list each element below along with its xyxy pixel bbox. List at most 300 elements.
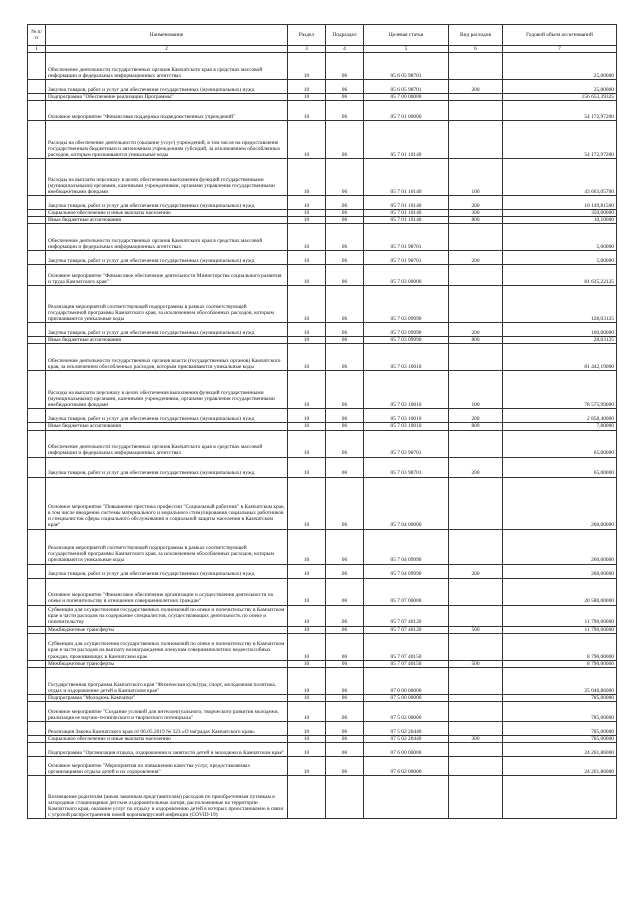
table-row — [28, 605, 617, 626]
row-target-article-cell: 05 7 07 00000 — [364, 578, 449, 605]
row-target-article-cell: 07 5 02 20440 — [364, 721, 449, 735]
row-subsection-cell: 06 — [326, 742, 364, 756]
row-amount-cell: 10,10000 — [503, 217, 617, 224]
row-section-cell: 10 — [288, 121, 326, 159]
row-number-cell — [28, 735, 46, 742]
table-body — [28, 53, 617, 819]
row-amount-cell: 43 663,05700 — [503, 159, 617, 196]
row-name-cell: Расходы на обеспечение деятельности (оказание услуг) учреждений, в том числе на предоставление государственным бюджетным и автономным учреждениям субсидий, за исключением обособленных расходов, которым присваиваются уникальные коды — [46, 121, 288, 159]
table-row — [28, 121, 617, 159]
row-subsection-cell: 06 — [326, 701, 364, 721]
table-row — [28, 756, 617, 775]
row-section-cell: 10 — [288, 344, 326, 371]
row-name-cell: Обеспечение деятельности государственных органов Камчатского края в средствах массовой информации и федеральных информационных агентствах — [46, 430, 288, 457]
column-number: 1 — [28, 46, 46, 53]
table-row — [28, 101, 617, 121]
row-number-cell — [28, 694, 46, 701]
row-number-cell — [28, 265, 46, 286]
table-row — [28, 323, 617, 337]
row-amount-cell: 65,00000 — [503, 430, 617, 457]
row-target-article-cell: 07 5 02 20440 — [364, 735, 449, 742]
row-number-cell — [28, 605, 46, 626]
row-number-cell — [28, 430, 46, 457]
row-target-article-cell: 05 7 01 00000 — [364, 101, 449, 121]
row-target-article-cell: 05 7 03 10010 — [364, 409, 449, 423]
row-target-article-cell: 05 7 03 98701 — [364, 457, 449, 477]
row-section-cell: 10 — [288, 323, 326, 337]
header-cell-target-article: Целевая статья — [364, 25, 449, 46]
row-subsection-cell: 06 — [326, 344, 364, 371]
row-name-cell: Подпрограмма "Организация отдыха, оздоровления и занятости детей и молодежи в Камчатском крае" — [46, 742, 288, 756]
row-expense-type-cell: 300 — [449, 210, 503, 217]
row-subsection-cell: 06 — [326, 53, 364, 80]
row-target-article-cell: 07 0 00 00000 — [364, 667, 449, 694]
row-amount-cell: 81 635,22125 — [503, 265, 617, 286]
table-row — [28, 196, 617, 210]
row-target-article-cell: 07 6 00 00000 — [364, 742, 449, 756]
row-expense-type-cell: 300 — [449, 735, 503, 742]
row-target-article-cell: 07 5 00 00000 — [364, 694, 449, 701]
row-expense-type-cell: 200 — [449, 457, 503, 477]
row-number-cell — [28, 633, 46, 660]
row-section-cell: 10 — [288, 80, 326, 94]
header-cell-expense-type: Вид расходов — [449, 25, 503, 46]
table-row — [28, 371, 617, 409]
row-expense-type-cell — [449, 578, 503, 605]
row-section-cell: 10 — [288, 94, 326, 101]
row-name-cell: Обеспечение деятельности государственных органов Камчатского края в средствах массовой информации и федеральных информационных агентствах — [46, 53, 288, 80]
row-section-cell: 10 — [288, 756, 326, 775]
row-amount-cell: 260,00000 — [503, 477, 617, 529]
row-expense-type-cell: 800 — [449, 423, 503, 430]
row-expense-type-cell: 200 — [449, 80, 503, 94]
row-section-cell: 10 — [288, 430, 326, 457]
row-name-cell: Закупка товаров, работ и услуг для обеспечения государственных (муниципальных) нужд — [46, 196, 288, 210]
row-amount-cell: 260,00000 — [503, 529, 617, 564]
row-amount-cell: 128,03125 — [503, 286, 617, 323]
row-subsection-cell: 06 — [326, 224, 364, 251]
row-name-cell: Закупка товаров, работ и услуг для обеспечения государственных (муниципальных) нужд — [46, 80, 288, 94]
header-cell-name: Наименование — [46, 25, 288, 46]
row-subsection-cell: 06 — [326, 210, 364, 217]
row-subsection-cell: 06 — [326, 756, 364, 775]
row-name-cell: Межбюджетные трансферты — [46, 626, 288, 633]
header-cell-number: № п/п — [28, 25, 46, 46]
row-target-article-cell: 07 6 02 00000 — [364, 756, 449, 775]
table-row — [28, 53, 617, 80]
row-number-cell — [28, 286, 46, 323]
row-name-cell: Обеспечение деятельности государственных органов власти (государственных органов) Камчатского края, за исключением обособленных расходов, которым присваиваются уникальные коды — [46, 344, 288, 371]
row-target-article-cell: 05 7 03 10010 — [364, 371, 449, 409]
column-number: 5 — [364, 46, 449, 53]
row-amount-cell: 10 149,81500 — [503, 196, 617, 210]
row-section-cell: 10 — [288, 660, 326, 667]
row-section-cell: 10 — [288, 477, 326, 529]
row-number-cell — [28, 721, 46, 735]
row-target-article-cell: 05 6 05 98701 — [364, 53, 449, 80]
row-section-cell: 10 — [288, 742, 326, 756]
row-section-cell: 10 — [288, 701, 326, 721]
row-amount-cell: 156 653,39325 — [503, 94, 617, 101]
row-subsection-cell: 06 — [326, 217, 364, 224]
row-number-cell — [28, 121, 46, 159]
row-target-article-cell: 05 7 01 10140 — [364, 196, 449, 210]
row-amount-cell: 785,00000 — [503, 701, 617, 721]
table-row — [28, 477, 617, 529]
table-row — [28, 337, 617, 344]
row-section-cell: 10 — [288, 694, 326, 701]
row-amount-cell: 11 790,00000 — [503, 626, 617, 633]
row-amount-cell: 24 261,86000 — [503, 756, 617, 775]
table-row — [28, 159, 617, 196]
row-name-cell: Расходы на выплаты персоналу в целях обеспечения выполнения функций государственными (муниципальными) органами, казенными учреждениями, органами управления государственными внебюджетными фондами — [46, 371, 288, 409]
row-subsection-cell: 06 — [326, 605, 364, 626]
row-subsection-cell: 06 — [326, 337, 364, 344]
row-expense-type-cell: 800 — [449, 337, 503, 344]
table-row — [28, 735, 617, 742]
table-row — [28, 742, 617, 756]
row-expense-type-cell — [449, 605, 503, 626]
row-section-cell: 10 — [288, 735, 326, 742]
column-number: 6 — [449, 46, 503, 53]
row-amount-cell: 65,00000 — [503, 457, 617, 477]
row-amount-cell: 785,00000 — [503, 694, 617, 701]
row-section-cell — [288, 775, 326, 818]
row-number-cell — [28, 457, 46, 477]
row-name-cell: Государственная программа Камчатского края "Физическая культура, спорт, молодежная политика, отдых и оздоровление детей в Камчатском крае" — [46, 667, 288, 694]
row-name-cell: Основное мероприятие "Мероприятия по повышению качества услуг, предоставляемых организациями отдыха детей и их оздоровления" — [46, 756, 288, 775]
row-subsection-cell: 06 — [326, 477, 364, 529]
table-row — [28, 626, 617, 633]
row-target-article-cell: 05 7 07 40120 — [364, 626, 449, 633]
row-expense-type-cell — [449, 94, 503, 101]
row-name-cell: Закупка товаров, работ и услуг для обеспечения государственных (муниципальных) нужд — [46, 564, 288, 578]
row-amount-cell: 25,00000 — [503, 80, 617, 94]
row-name-cell: Межбюджетные трансферты — [46, 660, 288, 667]
row-section-cell: 10 — [288, 457, 326, 477]
row-number-cell — [28, 323, 46, 337]
table-row — [28, 701, 617, 721]
row-amount-cell: 350,00000 — [503, 210, 617, 217]
row-name-cell: Закупка товаров, работ и услуг для обеспечения государственных (муниципальных) нужд — [46, 323, 288, 337]
row-amount-cell: 20 580,00000 — [503, 578, 617, 605]
row-subsection-cell: 06 — [326, 423, 364, 430]
row-expense-type-cell — [449, 224, 503, 251]
row-expense-type-cell — [449, 101, 503, 121]
row-target-article-cell: 05 7 01 10140 — [364, 121, 449, 159]
row-name-cell: Иные бюджетные ассигнования — [46, 217, 288, 224]
column-number-row — [28, 46, 617, 53]
row-number-cell — [28, 94, 46, 101]
row-expense-type-cell — [449, 694, 503, 701]
row-section-cell: 10 — [288, 626, 326, 633]
row-subsection-cell: 06 — [326, 286, 364, 323]
row-amount-cell — [503, 775, 617, 818]
row-number-cell — [28, 409, 46, 423]
row-amount-cell: 2 858,40000 — [503, 409, 617, 423]
row-number-cell — [28, 477, 46, 529]
table-row — [28, 564, 617, 578]
budget-sheet — [27, 24, 616, 819]
row-target-article-cell: 05 7 01 10140 — [364, 159, 449, 196]
row-number-cell — [28, 701, 46, 721]
row-name-cell: Реализация мероприятий соответствующей подпрограммы в рамках соответствующей государственной программы Камчатского края, за исключением обособленных расходов, которым присваиваются уникальные коды — [46, 286, 288, 323]
row-number-cell — [28, 775, 46, 818]
row-amount-cell: 5,00000 — [503, 224, 617, 251]
row-number-cell — [28, 337, 46, 344]
row-expense-type-cell: 200 — [449, 564, 503, 578]
row-amount-cell: 785,00000 — [503, 721, 617, 735]
row-name-cell: Основное мероприятие "Финансовое обеспечение деятельности Министерства социального развития и труда Камчатского края" — [46, 265, 288, 286]
row-subsection-cell: 06 — [326, 265, 364, 286]
row-number-cell — [28, 667, 46, 694]
row-section-cell: 10 — [288, 667, 326, 694]
header-cell-annual-amount: Годовой объем ассигнований — [503, 25, 617, 46]
row-subsection-cell: 06 — [326, 626, 364, 633]
row-name-cell: Закупка товаров, работ и услуг для обеспечения государственных (муниципальных) нужд — [46, 409, 288, 423]
column-number: 2 — [46, 46, 288, 53]
table-row — [28, 667, 617, 694]
table-row — [28, 80, 617, 94]
row-subsection-cell — [326, 775, 364, 818]
row-expense-type-cell — [449, 775, 503, 818]
table-row — [28, 251, 617, 265]
table-row — [28, 578, 617, 605]
budget-table — [27, 24, 617, 819]
row-amount-cell: 260,00000 — [503, 564, 617, 578]
row-expense-type-cell — [449, 756, 503, 775]
column-number: 7 — [503, 46, 617, 53]
row-number-cell — [28, 660, 46, 667]
row-expense-type-cell — [449, 344, 503, 371]
row-section-cell: 10 — [288, 605, 326, 626]
row-subsection-cell: 06 — [326, 323, 364, 337]
row-amount-cell: 54 172,97200 — [503, 121, 617, 159]
row-target-article-cell: 05 6 05 98701 — [364, 80, 449, 94]
row-amount-cell: 24 261,86000 — [503, 742, 617, 756]
row-section-cell: 10 — [288, 286, 326, 323]
table-row — [28, 775, 617, 818]
row-expense-type-cell — [449, 633, 503, 660]
row-amount-cell: 28,03125 — [503, 337, 617, 344]
row-section-cell: 10 — [288, 371, 326, 409]
row-name-cell: Возмещение родителям (иным законным представителям) расходов по приобретенным путевкам в загородные стационарные детские оздоровительные лагеря, расположенные на территории Камчатского края, оказание услуг по отдыху и оздоровлению детей в которых приостановлено в связи с угрозой распространения новой коронавирусной инфекции (COVID-19) — [46, 775, 288, 818]
row-subsection-cell: 06 — [326, 80, 364, 94]
row-target-article-cell: 05 7 04 09990 — [364, 529, 449, 564]
row-subsection-cell: 06 — [326, 409, 364, 423]
row-subsection-cell: 06 — [326, 101, 364, 121]
row-name-cell: Обеспечение деятельности государственных органов Камчатского края в средствах массовой информации и федеральных информационных агентствах — [46, 224, 288, 251]
row-subsection-cell: 06 — [326, 564, 364, 578]
row-section-cell: 10 — [288, 423, 326, 430]
row-expense-type-cell: 200 — [449, 251, 503, 265]
row-number-cell — [28, 80, 46, 94]
row-subsection-cell: 06 — [326, 721, 364, 735]
row-number-cell — [28, 564, 46, 578]
row-expense-type-cell: 100 — [449, 371, 503, 409]
row-amount-cell: 100,00000 — [503, 323, 617, 337]
row-amount-cell: 8 790,00000 — [503, 660, 617, 667]
row-section-cell: 10 — [288, 196, 326, 210]
row-subsection-cell: 06 — [326, 94, 364, 101]
row-section-cell: 10 — [288, 265, 326, 286]
row-name-cell: Расходы на выплаты персоналу в целях обеспечения выполнения функций государственными (муниципальными) органами, казенными учреждениями, органами управления государственными внебюджетными фондами — [46, 159, 288, 196]
row-target-article-cell: 05 7 03 09990 — [364, 286, 449, 323]
row-number-cell — [28, 344, 46, 371]
row-expense-type-cell: 500 — [449, 626, 503, 633]
row-name-cell: Социальное обеспечение и иные выплаты населению — [46, 210, 288, 217]
row-expense-type-cell — [449, 121, 503, 159]
row-section-cell: 10 — [288, 529, 326, 564]
table-row — [28, 286, 617, 323]
row-section-cell: 10 — [288, 101, 326, 121]
row-expense-type-cell — [449, 721, 503, 735]
row-amount-cell: 81 442,19000 — [503, 344, 617, 371]
table-row — [28, 529, 617, 564]
row-number-cell — [28, 101, 46, 121]
row-subsection-cell: 06 — [326, 457, 364, 477]
row-expense-type-cell: 200 — [449, 323, 503, 337]
row-name-cell: Иные бюджетные ассигнования — [46, 423, 288, 430]
row-section-cell: 10 — [288, 210, 326, 217]
header-cell-subsection: Подраздел — [326, 25, 364, 46]
table-row — [28, 457, 617, 477]
row-expense-type-cell — [449, 667, 503, 694]
row-subsection-cell: 06 — [326, 735, 364, 742]
row-amount-cell: 5,00000 — [503, 251, 617, 265]
row-name-cell: Основное мероприятие "Финансовая поддержка подведомственных учреждений" — [46, 101, 288, 121]
table-row — [28, 430, 617, 457]
row-target-article-cell: 05 7 03 09990 — [364, 323, 449, 337]
row-subsection-cell: 06 — [326, 196, 364, 210]
row-target-article-cell: 05 7 00 00000 — [364, 94, 449, 101]
row-name-cell: Социальное обеспечение и иные выплаты населению — [46, 735, 288, 742]
row-name-cell: Основное мероприятие "Создание условий для интеллектуального, творческого развития молодежи, реализация ее научно-технического и творческого потенциала" — [46, 701, 288, 721]
row-subsection-cell: 06 — [326, 430, 364, 457]
row-name-cell: Субвенции для осуществления государственных полномочий по опеке и попечительству в Камчатском крае в части расходов на выплату вознаграждения опекунам совершеннолетних недееспособных граждан, проживающих в Камчатском крае — [46, 633, 288, 660]
row-amount-cell: 78 575,99000 — [503, 371, 617, 409]
row-target-article-cell: 05 7 07 40150 — [364, 633, 449, 660]
row-number-cell — [28, 159, 46, 196]
row-amount-cell: 8 790,00000 — [503, 633, 617, 660]
table-row — [28, 694, 617, 701]
row-subsection-cell: 06 — [326, 529, 364, 564]
row-number-cell — [28, 371, 46, 409]
row-target-article-cell: 05 7 04 09990 — [364, 564, 449, 578]
row-section-cell: 10 — [288, 337, 326, 344]
row-subsection-cell: 06 — [326, 159, 364, 196]
row-target-article-cell: 05 7 07 40120 — [364, 605, 449, 626]
row-amount-cell: 25 046,86000 — [503, 667, 617, 694]
row-expense-type-cell — [449, 529, 503, 564]
row-name-cell: Закупка товаров, работ и услуг для обеспечения государственных (муниципальных) нужд — [46, 251, 288, 265]
row-expense-type-cell: 200 — [449, 409, 503, 423]
row-number-cell — [28, 210, 46, 217]
row-expense-type-cell — [449, 53, 503, 80]
row-subsection-cell: 06 — [326, 251, 364, 265]
row-target-article-cell: 05 7 03 09990 — [364, 337, 449, 344]
row-expense-type-cell: 800 — [449, 217, 503, 224]
row-section-cell: 10 — [288, 721, 326, 735]
row-target-article-cell: 05 7 01 10140 — [364, 210, 449, 217]
row-expense-type-cell — [449, 286, 503, 323]
table-row — [28, 423, 617, 430]
table-row — [28, 721, 617, 735]
column-number: 4 — [326, 46, 364, 53]
row-name-cell: Реализация мероприятий соответствующей подпрограммы в рамках соответствующей государственной программы Камчатского края, за исключением обособленных расходов, которым присваиваются уникальные коды — [46, 529, 288, 564]
row-number-cell — [28, 742, 46, 756]
row-name-cell: Закупка товаров, работ и услуг для обеспечения государственных (муниципальных) нужд — [46, 457, 288, 477]
row-name-cell: Подпрограмма "Обеспечение реализации Программы" — [46, 94, 288, 101]
row-subsection-cell: 06 — [326, 694, 364, 701]
row-expense-type-cell — [449, 742, 503, 756]
table-row — [28, 344, 617, 371]
row-expense-type-cell — [449, 701, 503, 721]
row-expense-type-cell: 100 — [449, 159, 503, 196]
row-section-cell: 10 — [288, 224, 326, 251]
row-subsection-cell: 06 — [326, 660, 364, 667]
row-expense-type-cell — [449, 265, 503, 286]
table-row — [28, 224, 617, 251]
row-section-cell: 10 — [288, 53, 326, 80]
row-target-article-cell: 05 7 04 00000 — [364, 477, 449, 529]
row-target-article-cell: 05 7 01 98701 — [364, 251, 449, 265]
header-cell-section: Раздел — [288, 25, 326, 46]
row-expense-type-cell: 200 — [449, 196, 503, 210]
row-target-article-cell: 05 7 03 10010 — [364, 344, 449, 371]
table-row — [28, 265, 617, 286]
table-row — [28, 210, 617, 217]
row-name-cell: Подпрограмма "Молодежь Камчатки" — [46, 694, 288, 701]
row-subsection-cell: 06 — [326, 667, 364, 694]
table-row — [28, 94, 617, 101]
row-number-cell — [28, 224, 46, 251]
row-amount-cell: 7,80000 — [503, 423, 617, 430]
row-target-article-cell: 05 7 07 40150 — [364, 660, 449, 667]
row-target-article-cell: 05 7 01 98701 — [364, 224, 449, 251]
row-number-cell — [28, 578, 46, 605]
row-name-cell: Иные бюджетные ассигнования — [46, 337, 288, 344]
header-row — [28, 25, 617, 46]
row-target-article-cell: 05 7 01 10140 — [364, 217, 449, 224]
row-target-article-cell: 05 7 03 00000 — [364, 265, 449, 286]
row-section-cell: 10 — [288, 564, 326, 578]
row-number-cell — [28, 756, 46, 775]
table-row — [28, 217, 617, 224]
row-number-cell — [28, 529, 46, 564]
row-expense-type-cell: 500 — [449, 660, 503, 667]
row-target-article-cell: 07 5 02 00000 — [364, 701, 449, 721]
row-subsection-cell: 06 — [326, 121, 364, 159]
row-amount-cell: 11 790,00000 — [503, 605, 617, 626]
row-name-cell: Основное мероприятие "Повышение престижа профессии "Социальный работник" в Камчатском крае, в том числе внедрение системы материального и морального стимулирования социальных работников и специалистов сферы социального обслуживания и социальной защиты населения в Камчатском крае" — [46, 477, 288, 529]
row-expense-type-cell — [449, 430, 503, 457]
row-section-cell: 10 — [288, 633, 326, 660]
row-amount-cell: 54 172,97200 — [503, 101, 617, 121]
row-name-cell: Субвенции для осуществления государственных полномочий по опеке и попечительству в Камчатском крае в части расходов на содержание специалистов, осуществляющих деятельность по опеке и попечительству — [46, 605, 288, 626]
row-name-cell: Реализация Закона Камчатского края от 06.05.2019 № 323 «О наградах Камчатского края» — [46, 721, 288, 735]
row-number-cell — [28, 196, 46, 210]
row-number-cell — [28, 251, 46, 265]
row-number-cell — [28, 423, 46, 430]
table-row — [28, 633, 617, 660]
row-section-cell: 10 — [288, 409, 326, 423]
row-section-cell: 10 — [288, 251, 326, 265]
row-name-cell: Основное мероприятие "Финансовое обеспечение организации и осуществления деятельности по опеке и попечительству в отношении совершеннолетних граждан" — [46, 578, 288, 605]
row-number-cell — [28, 626, 46, 633]
row-amount-cell: 785,00000 — [503, 735, 617, 742]
column-number: 3 — [288, 46, 326, 53]
